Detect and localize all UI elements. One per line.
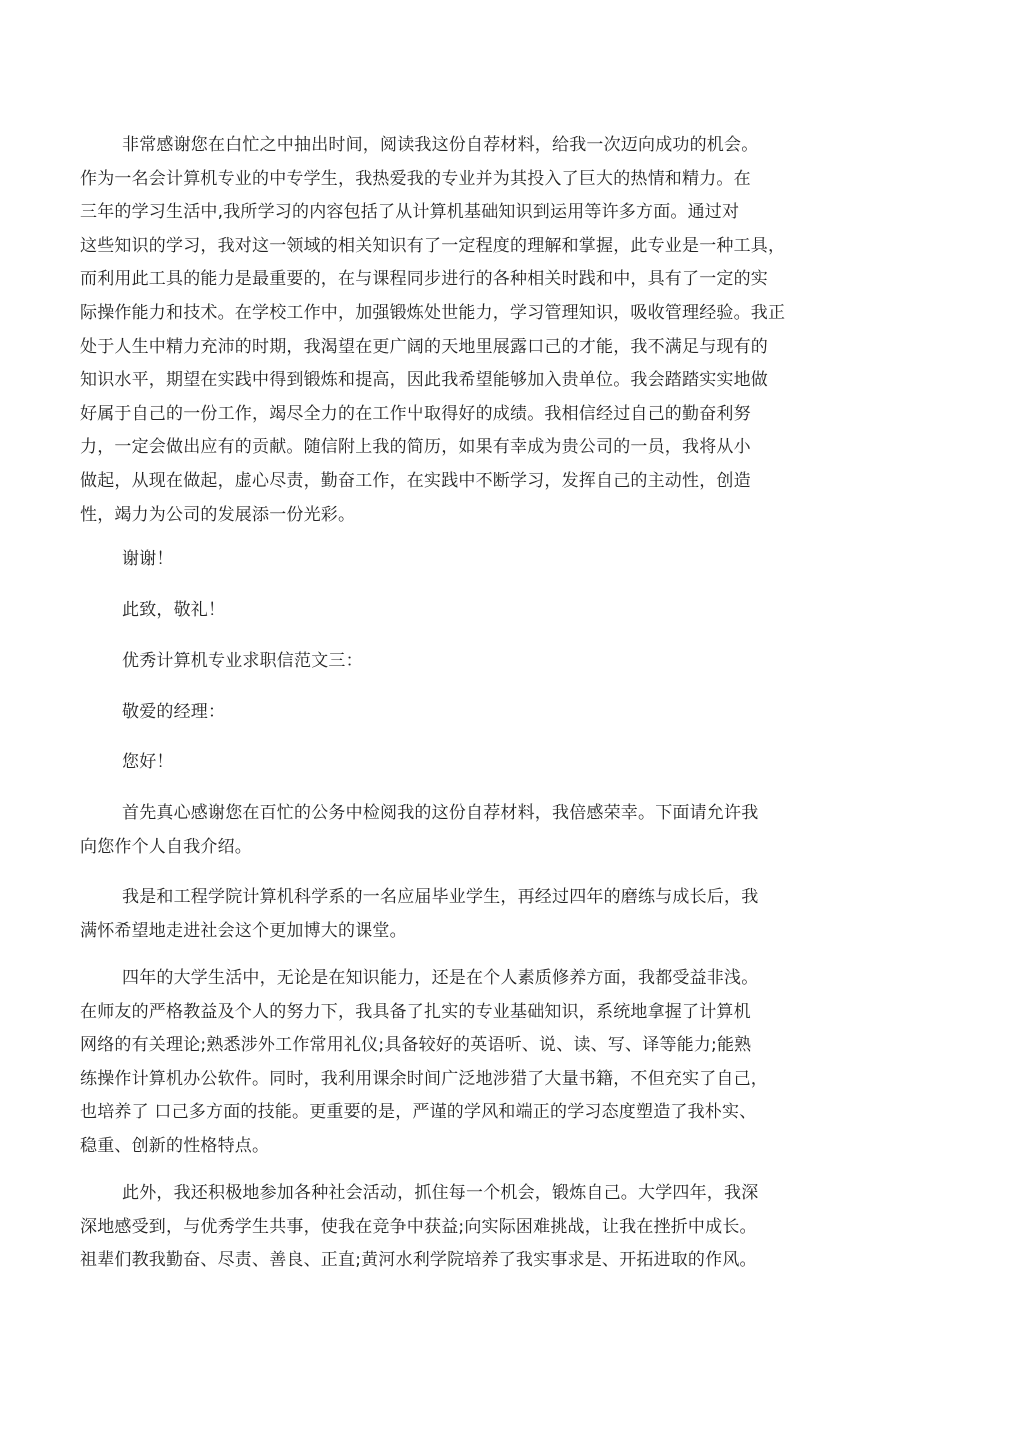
text-line: 非常感谢您在白忙之中抽出时间，阅读我这份自荐材料，给我一次迈向成功的机会。 xyxy=(122,135,759,155)
sample-title-text: 优秀计算机专业求职信范文三： xyxy=(122,651,363,671)
salutation-text: 敬爱的经理： xyxy=(122,702,226,722)
text-line: 做起，从现在做起，虚心尽责，勤奋工作，在实践中不断学习，发挥自己的主动性，创造 xyxy=(80,470,751,491)
text-line: 向您作个人自我介绍。 xyxy=(80,836,252,857)
text-line: 深地感受到，与优秀学生共事，使我在竞争中获益;向实际困难挑战，让我在挫折中成长。 xyxy=(80,1216,757,1237)
text-line: 处于人生中精力充沛的时期，我渴望在更广阔的天地里展露口己的才能，我不满足与现有的 xyxy=(80,336,768,357)
text-line: 此外，我还积极地参加各种社会活动，抓住每一个机会，锻炼自己。大学四年，我深 xyxy=(122,1183,759,1203)
text-line: 际操作能力和技术。在学校工作中，加强锻炼处世能力，学习管理知识，吸收管理经验。我正 xyxy=(80,302,786,323)
text-line: 三年的学习生活中,我所学习的内容包括了从计算机基础知识到运用等许多方面。通过对 xyxy=(80,202,740,223)
paragraph-self-recommendation xyxy=(80,129,940,532)
text-line: 而利用此工具的能力是最重要的，在与课程同步进行的各种相关时践和中，具有了一定的实 xyxy=(80,269,768,290)
greeting xyxy=(80,746,940,780)
text-line: 好属于自己的一份工作，竭尽全力的在工作屮取得好的成绩。我相信经过自己的勤奋利努 xyxy=(80,403,751,424)
text-line: 四年的大学生活中，无论是在知识能力，还是在个人素质修养方面，我都受益非浅。 xyxy=(122,968,759,988)
text-line: 首先真心感谢您在百忙的公务中检阅我的这份自荐材料，我倍感荣幸。下面请允许我 xyxy=(122,803,759,823)
text-line: 祖辈们教我勤奋、尽责、善良、正直;黄河水利学院培养了我实事求是、开拓进取的作风。 xyxy=(80,1250,757,1271)
text-line: 也培养了 口己多方面的技能。更重要的是，严谨的学风和端正的学习态度塑造了我朴实、 xyxy=(80,1102,757,1123)
text-line: 稳重、创新的性格特点。 xyxy=(80,1135,270,1156)
thanks-text: 谢谢！ xyxy=(122,549,174,569)
text-line: 练操作计算机办公软件。同时，我利用课余时间广泛地涉猎了大量书籍，不但充实了自己， xyxy=(80,1068,768,1089)
text-line: 力，一定会做出应有的贡献。随信附上我的简历，如果有幸成为贵公司的一员，我将从小 xyxy=(80,437,751,458)
paragraph-university-life xyxy=(80,962,940,1164)
closing-line xyxy=(80,594,940,628)
text-line: 知识水平，期望在实践中得到锻炼和提高，因此我希望能够加入贵单位。我会踏踏实实地做 xyxy=(80,370,768,391)
text-line: 我是和工程学院计算机科学系的一名应届毕业学生，再经过四年的磨练与成长后，我 xyxy=(122,887,759,907)
paragraph-introduction xyxy=(80,797,940,864)
text-line: 在师友的严格教益及个人的努力下，我具备了扎实的专业基础知识，系统地拿握了计算机 xyxy=(80,1001,751,1022)
greeting-text: 您好！ xyxy=(122,752,174,772)
sample-title xyxy=(80,645,940,679)
paragraph-background xyxy=(80,881,940,948)
salutation xyxy=(80,696,940,730)
closing-text: 此致，敬礼！ xyxy=(122,600,226,620)
text-line: 满怀希望地走进社会这个更加博大的课堂。 xyxy=(80,920,407,941)
thanks-line xyxy=(80,543,940,577)
paragraph-activities xyxy=(80,1177,940,1278)
text-line: 作为一名会计算机专业的中专学生，我热爱我的专业并为其投入了巨大的热情和精力。在 xyxy=(80,168,751,189)
text-line: 这些知识的学习，我对这一领域的相关知识有了一定程度的理解和掌握，此专业是一种工具， xyxy=(80,235,786,256)
text-line: 网络的有关理论;熟悉涉外工作常用礼仪;具备较好的英语听、说、读、写、译等能力;能熟 xyxy=(80,1035,752,1056)
text-line: 性，竭力为公司的发展添一份光彩。 xyxy=(80,504,356,525)
